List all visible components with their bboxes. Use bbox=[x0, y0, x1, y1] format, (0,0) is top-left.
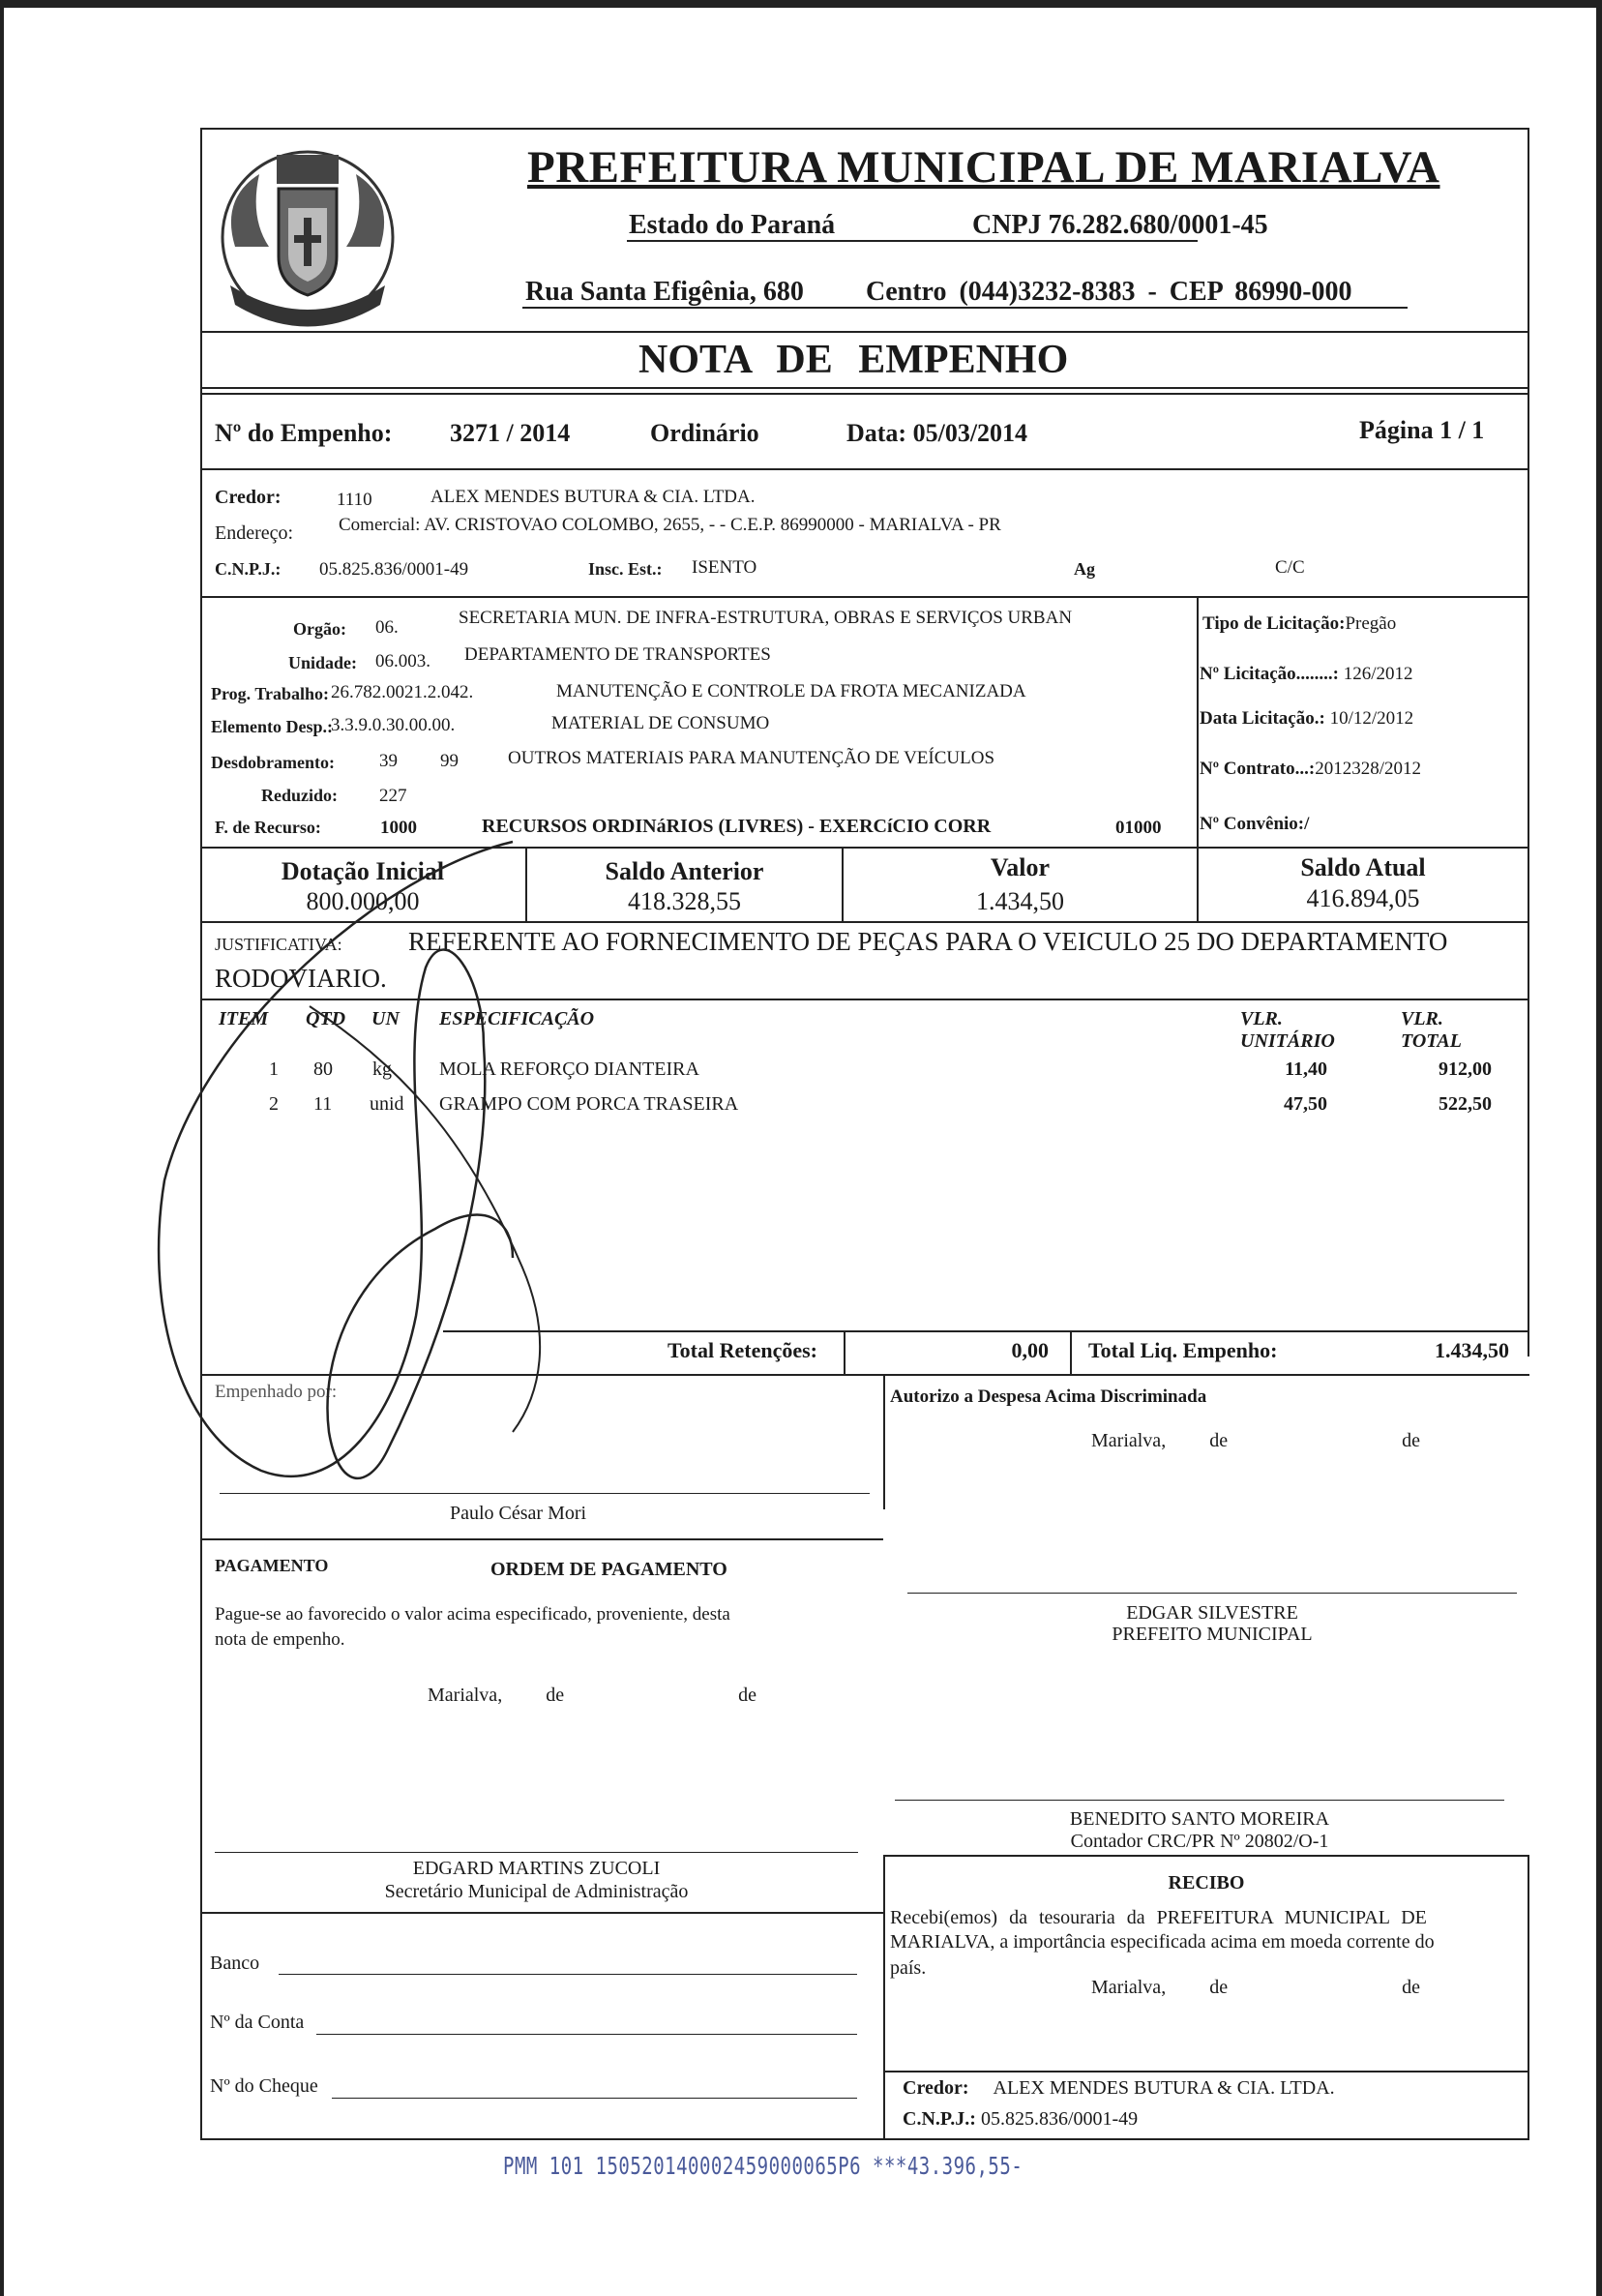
recibo-text1: Recebi(emos) da tesouraria da PREFEITURA MUNICIPAL DE bbox=[890, 1907, 1427, 1928]
reduzido-label: Reduzido: bbox=[261, 786, 339, 805]
empenhado-por-label: Empenhado por: bbox=[215, 1382, 338, 1402]
header-cnpj: CNPJ 76.282.680/0001-45 bbox=[972, 210, 1268, 240]
licitacao-data-label: Data Licitação.: bbox=[1200, 708, 1325, 729]
pagamento-de2: de bbox=[738, 1685, 756, 1706]
secretario-title: Secretário Municipal de Administração bbox=[384, 1881, 689, 1902]
empenho-num: 3271 / 2014 bbox=[450, 419, 571, 447]
recibo-date bbox=[1091, 1977, 1420, 1999]
row-vlr-unitario: 11,40 bbox=[1285, 1059, 1327, 1080]
desdobramento-label: Desdobramento: bbox=[211, 753, 335, 772]
col-item: ITEM bbox=[219, 1008, 269, 1029]
licitacao-convenio: Nº Convênio:/ bbox=[1200, 814, 1310, 834]
desdobramento-desc: OUTROS MATERIAIS PARA MANUTENÇÃO DE VEÍCULOS bbox=[508, 748, 995, 768]
autorizo-city: Marialva, bbox=[1091, 1430, 1167, 1451]
retencoes-value: 0,00 bbox=[1011, 1338, 1049, 1362]
page-title: PREFEITURA MUNICIPAL DE MARIALVA bbox=[527, 142, 1440, 193]
licitacao-tipo bbox=[1202, 613, 1396, 635]
saldo-anterior-value: 418.328,55 bbox=[628, 887, 741, 915]
bank-stamp: PMM 101 150520140002459000065P6 ***43.396,55- bbox=[503, 2152, 1024, 2181]
row-qtd: 11 bbox=[313, 1093, 333, 1115]
contador-title: Contador CRC/PR Nº 20802/O-1 bbox=[1070, 1831, 1329, 1852]
insc-label: Insc. Est.: bbox=[588, 559, 663, 579]
recurso-label: F. de Recurso: bbox=[215, 818, 321, 837]
licitacao-contrato-label: Nº Contrato...: bbox=[1200, 759, 1316, 779]
credor-code: 1110 bbox=[337, 490, 372, 510]
pagamento-city: Marialva, bbox=[428, 1685, 503, 1706]
table-row bbox=[215, 1093, 1521, 1122]
ordem-pagamento-label: ORDEM DE PAGAMENTO bbox=[490, 1559, 727, 1580]
saldo-atual-value: 416.894,05 bbox=[1306, 884, 1420, 912]
prog-desc: MANUTENÇÃO E CONTROLE DA FROTA MECANIZADA bbox=[556, 681, 1026, 701]
row-qtd: 80 bbox=[313, 1059, 333, 1080]
pague-text2: nota de empenho. bbox=[215, 1629, 345, 1650]
table-row bbox=[215, 1059, 1521, 1088]
col-qtd: QTD bbox=[306, 1008, 346, 1029]
recurso-code: 1000 bbox=[380, 818, 417, 838]
justificativa-text1: REFERENTE AO FORNECIMENTO DE PEÇAS PARA O VEICULO 25 DO DEPARTAMENTO bbox=[408, 927, 1448, 956]
credor-cnpj: 05.825.836/0001-49 bbox=[319, 559, 469, 580]
row-un: unid bbox=[370, 1093, 404, 1115]
header-address: Rua Santa Efigênia, 680 bbox=[525, 277, 804, 307]
dotacao-value: 800.000,00 bbox=[306, 887, 420, 915]
reduzido-value: 227 bbox=[379, 786, 407, 806]
edgar-name: EDGAR SILVESTRE bbox=[1126, 1602, 1298, 1624]
saldo-atual-label: Saldo Atual bbox=[1300, 853, 1426, 881]
empenho-type: Ordinário bbox=[650, 419, 759, 447]
autorizo-de1: de bbox=[1209, 1430, 1229, 1451]
recibo-de2: de bbox=[1402, 1977, 1420, 1998]
recibo-cnpj-label: C.N.P.J.: bbox=[903, 2108, 976, 2130]
recibo-cnpj-value: 05.825.836/0001-49 bbox=[980, 2108, 1139, 2130]
edgard-name: EDGARD MARTINS ZUCOLI bbox=[412, 1858, 661, 1879]
elemento-label: Elemento Desp.: bbox=[211, 717, 333, 736]
autorizo-de2: de bbox=[1402, 1430, 1420, 1451]
licitacao-num bbox=[1200, 664, 1413, 685]
page-indicator: Página 1 / 1 bbox=[1359, 416, 1485, 444]
recurso-desc: RECURSOS ORDINáRIOS (LIVRES) - EXERCíCIO CORR bbox=[482, 816, 992, 837]
licitacao-num-label: Nº Licitação........: bbox=[1200, 664, 1339, 684]
pagamento-date bbox=[428, 1685, 756, 1707]
signature-scribble bbox=[145, 813, 648, 1509]
row-item: 1 bbox=[269, 1059, 279, 1080]
valor-label: Valor bbox=[990, 853, 1051, 881]
col-vlr-unitario: VLR. UNITÁRIO bbox=[1240, 1008, 1335, 1052]
conta-label: Nº da Conta bbox=[210, 2012, 305, 2033]
elemento-desc: MATERIAL DE CONSUMO bbox=[551, 713, 770, 733]
retencoes-label: Total Retenções: bbox=[668, 1338, 817, 1362]
state-label: Estado do Paraná bbox=[629, 210, 836, 240]
banco-label: Banco bbox=[210, 1953, 260, 1974]
liquido-value: 1.434,50 bbox=[1435, 1338, 1509, 1362]
recibo-text2: MARIALVA, a importância especificada acima em moeda corrente do bbox=[890, 1931, 1435, 1953]
row-item: 2 bbox=[269, 1093, 279, 1115]
pagamento-label: PAGAMENTO bbox=[215, 1556, 329, 1575]
prog-label: Prog. Trabalho: bbox=[211, 684, 330, 703]
saldo-anterior-label: Saldo Anterior bbox=[605, 857, 764, 885]
prefeito-title: PREFEITO MUNICIPAL bbox=[1112, 1624, 1313, 1645]
row-vlr-unitario: 47,50 bbox=[1284, 1093, 1327, 1115]
orgao-label: Orgão: bbox=[293, 619, 346, 639]
recibo-text3: país. bbox=[890, 1957, 927, 1979]
col-especificacao: ESPECIFICAÇÃO bbox=[439, 1008, 595, 1029]
col-un: UN bbox=[371, 1008, 400, 1029]
benedito-name: BENEDITO SANTO MOREIRA bbox=[1069, 1808, 1330, 1830]
coat-of-arms-icon bbox=[211, 140, 404, 334]
credor-label: Credor: bbox=[215, 487, 282, 508]
row-vlr-total: 912,00 bbox=[1439, 1059, 1492, 1080]
licitacao-tipo-label: Tipo de Licitação: bbox=[1202, 613, 1346, 634]
licitacao-contrato-value: 2012328/2012 bbox=[1315, 759, 1421, 779]
dotacao-label: Dotação Inicial bbox=[281, 857, 445, 885]
licitacao-data bbox=[1200, 708, 1413, 730]
row-vlr-total: 522,50 bbox=[1439, 1093, 1492, 1115]
row-especificacao: MOLA REFORÇO DIANTEIRA bbox=[439, 1059, 699, 1080]
recibo-title: RECIBO bbox=[1168, 1872, 1245, 1893]
recibo-cnpj bbox=[903, 2108, 1138, 2131]
cheque-label: Nº do Cheque bbox=[210, 2075, 318, 2097]
autorizo-marialva bbox=[1091, 1430, 1420, 1452]
valor-value: 1.434,50 bbox=[976, 887, 1064, 915]
recibo-city: Marialva, bbox=[1091, 1977, 1167, 1998]
pagamento-de1: de bbox=[546, 1685, 565, 1706]
recibo-credor-value: ALEX MENDES BUTURA & CIA. LTDA. bbox=[993, 2077, 1335, 2099]
paulo-signature-name: Paulo César Mori bbox=[450, 1503, 587, 1524]
document-title: NOTA DE EMPENHO bbox=[638, 338, 1069, 382]
empenho-date: Data: 05/03/2014 bbox=[846, 419, 1028, 447]
orgao-desc: SECRETARIA MUN. DE INFRA-ESTRUTURA, OBRAS E SERVIÇOS URBAN bbox=[459, 608, 1073, 628]
unidade-label: Unidade: bbox=[288, 653, 358, 672]
cnpj-label: C.N.P.J.: bbox=[215, 559, 282, 579]
empenho-num-label: Nº do Empenho: bbox=[215, 419, 393, 447]
liquido-label: Total Liq. Empenho: bbox=[1088, 1338, 1278, 1362]
licitacao-contrato bbox=[1200, 759, 1421, 780]
orgao-code: 06. bbox=[375, 617, 399, 638]
licitacao-tipo-value: Pregão bbox=[1345, 613, 1397, 634]
insc-value: ISENTO bbox=[692, 557, 757, 578]
pague-text1: Pague-se ao favorecido o valor acima especificado, proveniente, desta bbox=[215, 1604, 730, 1625]
recibo-de1: de bbox=[1209, 1977, 1229, 1998]
col-vlr-total: VLR. TOTAL bbox=[1401, 1008, 1462, 1052]
justificativa-text2: RODOVIARIO. bbox=[215, 964, 387, 993]
unidade-code: 06.003. bbox=[375, 651, 430, 671]
endereco-value: Comercial: AV. CRISTOVAO COLOMBO, 2655, - - C.E.P. 86990000 - MARIALVA - PR bbox=[339, 515, 1001, 535]
unidade-desc: DEPARTAMENTO DE TRANSPORTES bbox=[464, 644, 771, 665]
recurso-fonte: 01000 bbox=[1115, 818, 1162, 838]
elemento-code: 3.3.9.0.30.00.00. bbox=[331, 715, 456, 735]
credor-name: ALEX MENDES BUTURA & CIA. LTDA. bbox=[430, 487, 756, 507]
autorizo-label: Autorizo a Despesa Acima Discriminada bbox=[890, 1387, 1207, 1407]
licitacao-data-value: 10/12/2012 bbox=[1329, 708, 1414, 729]
desdobramento-code2: 99 bbox=[440, 751, 459, 771]
ag-label: Ag bbox=[1074, 559, 1095, 579]
endereco-label: Endereço: bbox=[215, 522, 294, 544]
row-un: kg bbox=[372, 1059, 392, 1080]
licitacao-num-value: 126/2012 bbox=[1343, 664, 1413, 684]
prog-code: 26.782.0021.2.042. bbox=[331, 682, 474, 702]
desdobramento-code: 39 bbox=[379, 751, 398, 771]
recibo-credor-label: Credor: bbox=[903, 2077, 969, 2099]
row-especificacao: GRAMPO COM PORCA TRASEIRA bbox=[439, 1093, 739, 1115]
cc-label: C/C bbox=[1275, 557, 1305, 578]
justificativa-label: JUSTIFICATIVA: bbox=[215, 935, 342, 954]
recibo-credor bbox=[903, 2077, 1335, 2100]
header-phone: Centro (044)3232-8383 - CEP 86990-000 bbox=[866, 277, 1352, 307]
